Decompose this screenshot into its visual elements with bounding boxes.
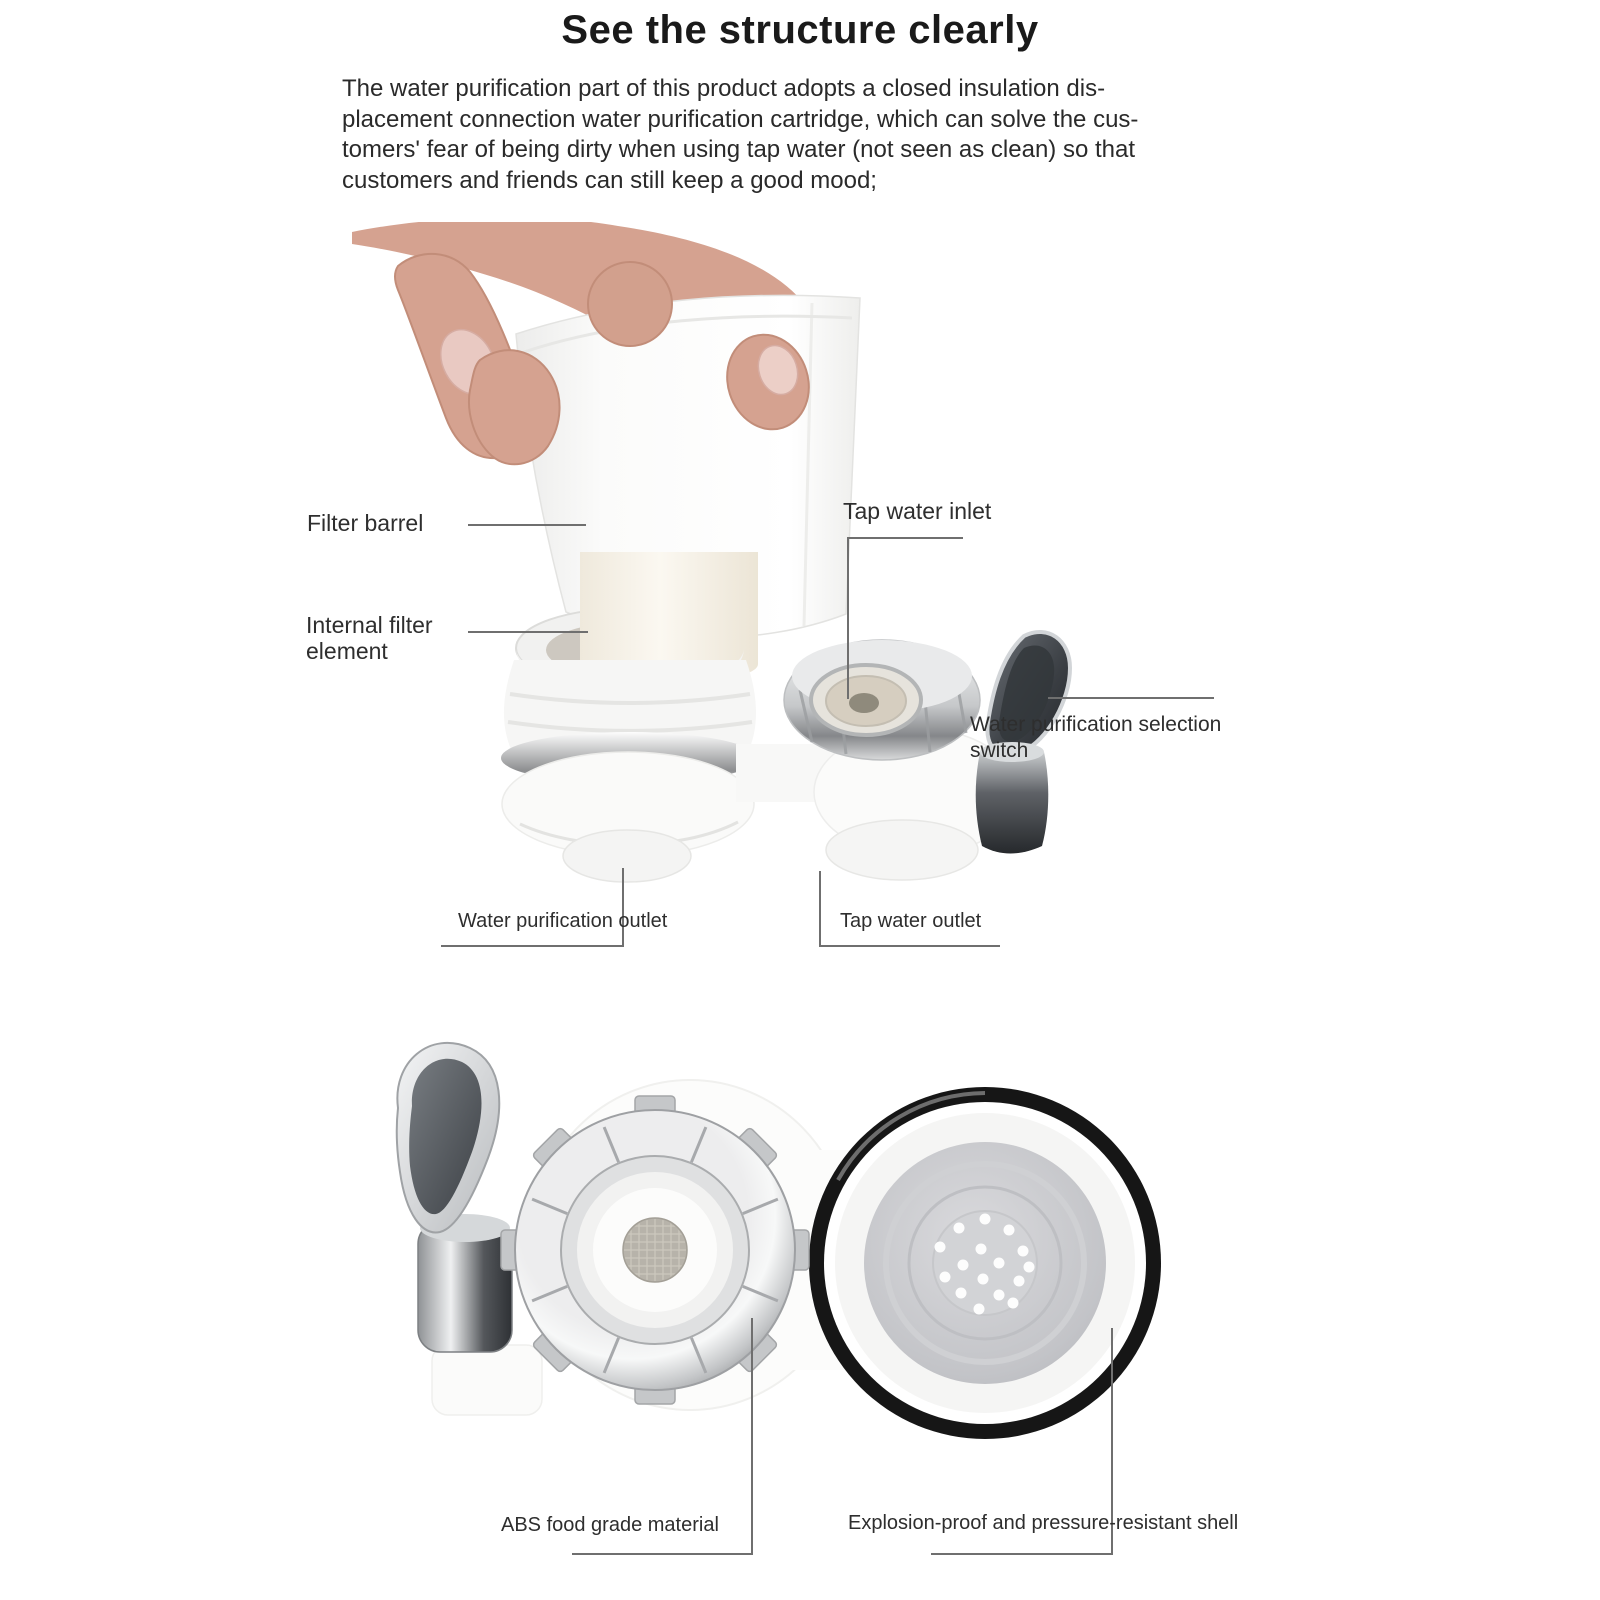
label-line: element [306, 638, 388, 664]
switch-stem-side [418, 1214, 512, 1352]
label-line: Water purification selection [970, 713, 1222, 736]
label-water-purification-outlet [458, 908, 667, 934]
label-explosion-proof-shell [848, 1510, 1238, 1536]
leader-internal-filter-element [468, 631, 588, 633]
label-line: Tap water outlet [840, 910, 982, 932]
intro-paragraph [342, 74, 1138, 196]
leader-tap-water-outlet-v [819, 871, 821, 947]
top-product-photo [320, 222, 1150, 968]
intro-line: placement connection water purification cartridge, which can solve the cus- [342, 105, 1139, 133]
leader-water-purification-outlet-h [441, 945, 624, 947]
bottom-product-photo [350, 1020, 1180, 1470]
pressure-resistant-shell-bowl [809, 1087, 1161, 1439]
middle-fingertip [588, 262, 672, 346]
label-line: switch [970, 739, 1029, 762]
label-tap-water-outlet [840, 908, 981, 934]
leader-filter-barrel [468, 524, 586, 526]
leader-tap-water-inlet-v [847, 537, 849, 699]
label-line: Filter barrel [307, 510, 424, 536]
intro-line: The water purification part of this product adopts a closed insulation dis- [342, 75, 1106, 102]
water-purification-outlet-part [563, 830, 691, 882]
leader-abs-material-h [572, 1553, 753, 1555]
switch-stem [976, 752, 1049, 854]
leader-explosion-proof-shell-h [931, 1553, 1113, 1555]
tap-water-outlet-part [826, 820, 978, 880]
label-line: Tap water inlet [843, 498, 992, 524]
perforated-plate [933, 1211, 1037, 1315]
label-filter-barrel [307, 510, 423, 536]
page-title: See the structure clearly [561, 8, 1039, 52]
leader-tap-water-outlet-h [819, 945, 1000, 947]
leader-selection-switch [1048, 697, 1214, 699]
leader-abs-material-v [751, 1318, 753, 1555]
label-water-purification-selection-switch [970, 712, 1221, 764]
label-tap-water-inlet [843, 498, 991, 524]
label-line: Internal filter [306, 612, 433, 638]
label-internal-filter-element [306, 612, 433, 664]
selection-switch-handle-side [397, 1043, 500, 1233]
castellated-chrome-ring [501, 1096, 809, 1404]
label-abs-food-grade-material [501, 1512, 719, 1538]
intro-line: tomers' fear of being dirty when using tap water (not seen as clean) so that [342, 136, 1136, 163]
leader-tap-water-inlet-h [847, 537, 963, 539]
label-line: ABS food grade material [501, 1514, 719, 1536]
label-line: Explosion-proof and pressure-resistant shell [848, 1512, 1239, 1534]
label-line: Water purification outlet [458, 910, 668, 932]
filter-housing [501, 552, 758, 882]
intro-line: customers and friends can still keep a good mood; [342, 166, 877, 194]
